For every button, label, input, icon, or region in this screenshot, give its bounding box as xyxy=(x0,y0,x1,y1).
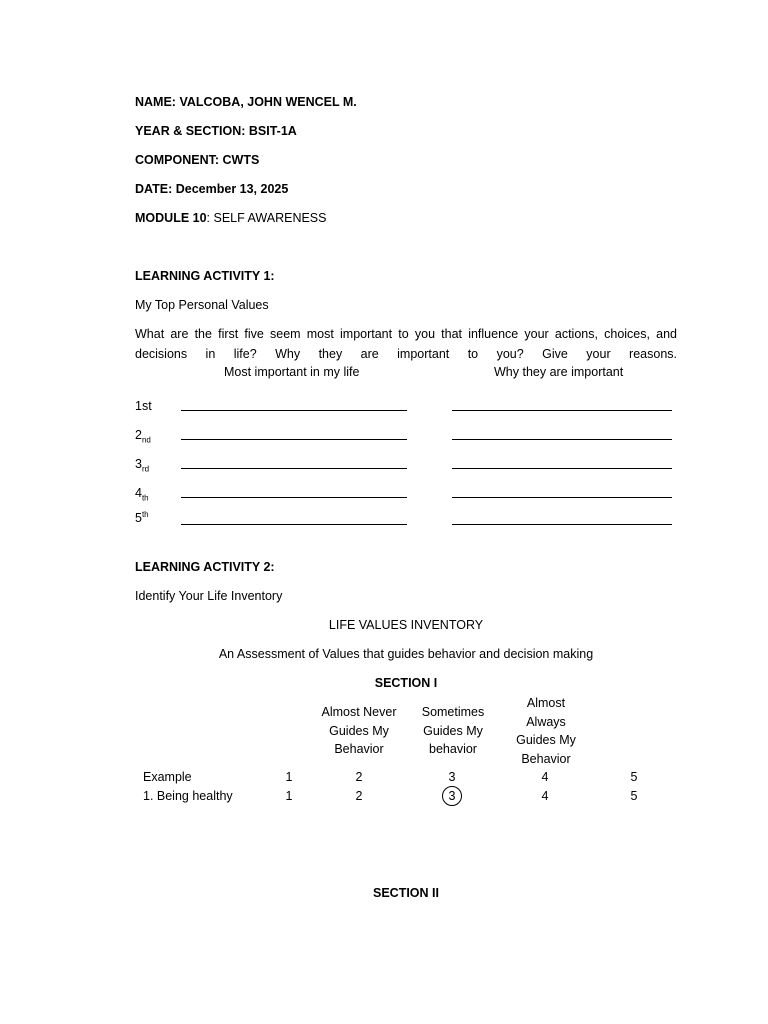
row-being-healthy-value-4[interactable]: 4 xyxy=(541,789,549,803)
scale-header-sometimes: Sometimes Guides My behavior xyxy=(421,705,485,756)
activity1-heading: LEARNING ACTIVITY 1: xyxy=(135,269,275,283)
reason-blank-5[interactable] xyxy=(452,524,672,525)
value-blank-1[interactable] xyxy=(181,410,407,411)
year-section-line: YEAR & SECTION: BSIT-1A xyxy=(135,124,297,138)
row-example-value-1[interactable]: 1 xyxy=(285,770,293,784)
scale-header-almost-always: Almost Always Guides My Behavior xyxy=(516,696,576,766)
value-blank-4[interactable] xyxy=(181,497,407,498)
reason-blank-3[interactable] xyxy=(452,468,672,469)
section-1-heading: SECTION I xyxy=(374,676,438,690)
col-why-important: Why they are important xyxy=(494,365,624,379)
activity2-subtitle: Identify Your Life Inventory xyxy=(135,589,283,603)
row-being-healthy-value-2[interactable]: 2 xyxy=(355,789,363,803)
rank-5: 5th xyxy=(135,510,149,526)
activity2-heading: LEARNING ACTIVITY 2: xyxy=(135,560,275,574)
value-blank-3[interactable] xyxy=(181,468,407,469)
date-line: DATE: December 13, 2025 xyxy=(135,182,289,196)
row-example-value-3[interactable]: 3 xyxy=(448,770,456,784)
col-most-important: Most important in my life xyxy=(224,365,360,379)
reason-blank-1[interactable] xyxy=(452,410,672,411)
module-title: : SELF AWARENESS xyxy=(206,211,327,225)
reason-blank-4[interactable] xyxy=(452,497,672,498)
scale-header-almost-never: Almost Never Guides My Behavior xyxy=(321,705,397,756)
inventory-title: LIFE VALUES INVENTORY xyxy=(328,618,484,632)
component-line: COMPONENT: CWTS xyxy=(135,153,260,167)
reason-blank-2[interactable] xyxy=(452,439,672,440)
row-example-value-2[interactable]: 2 xyxy=(355,770,363,784)
value-blank-5[interactable] xyxy=(181,524,407,525)
row-being-healthy-value-5[interactable]: 5 xyxy=(630,789,638,803)
selected-circle-mark xyxy=(442,786,462,806)
activity1-subtitle: My Top Personal Values xyxy=(135,298,269,312)
rank-4: $4_{th}$ xyxy=(135,486,149,503)
module-label: MODULE 10 xyxy=(135,211,207,225)
inventory-subtitle: An Assessment of Values that guides behavior and decision making xyxy=(218,647,594,661)
rank-1: 1st xyxy=(135,399,152,413)
row-being-healthy-value-3[interactable]: 3 xyxy=(448,789,456,803)
row-being-healthy-value-1[interactable]: 1 xyxy=(285,789,293,803)
row-being-healthy-label: 1. Being healthy xyxy=(143,789,233,803)
row-example-value-5[interactable]: 5 xyxy=(630,770,638,784)
row-example-label: Example xyxy=(143,770,192,784)
activity1-prompt: What are the first five seem most important to you that influence your actions, choices, and decisions in life? Why they are important to you? Give your reasons. xyxy=(135,327,677,361)
row-example-value-4[interactable]: 4 xyxy=(541,770,549,784)
rank-2: $2_{nd}$ xyxy=(135,428,151,445)
rank-3: $3_{rd}$ xyxy=(135,457,150,474)
module-line xyxy=(135,211,327,225)
value-blank-2[interactable] xyxy=(181,439,407,440)
name-line: NAME: VALCOBA, JOHN WENCEL M. xyxy=(135,95,357,109)
section-2-heading: SECTION II xyxy=(373,886,439,900)
